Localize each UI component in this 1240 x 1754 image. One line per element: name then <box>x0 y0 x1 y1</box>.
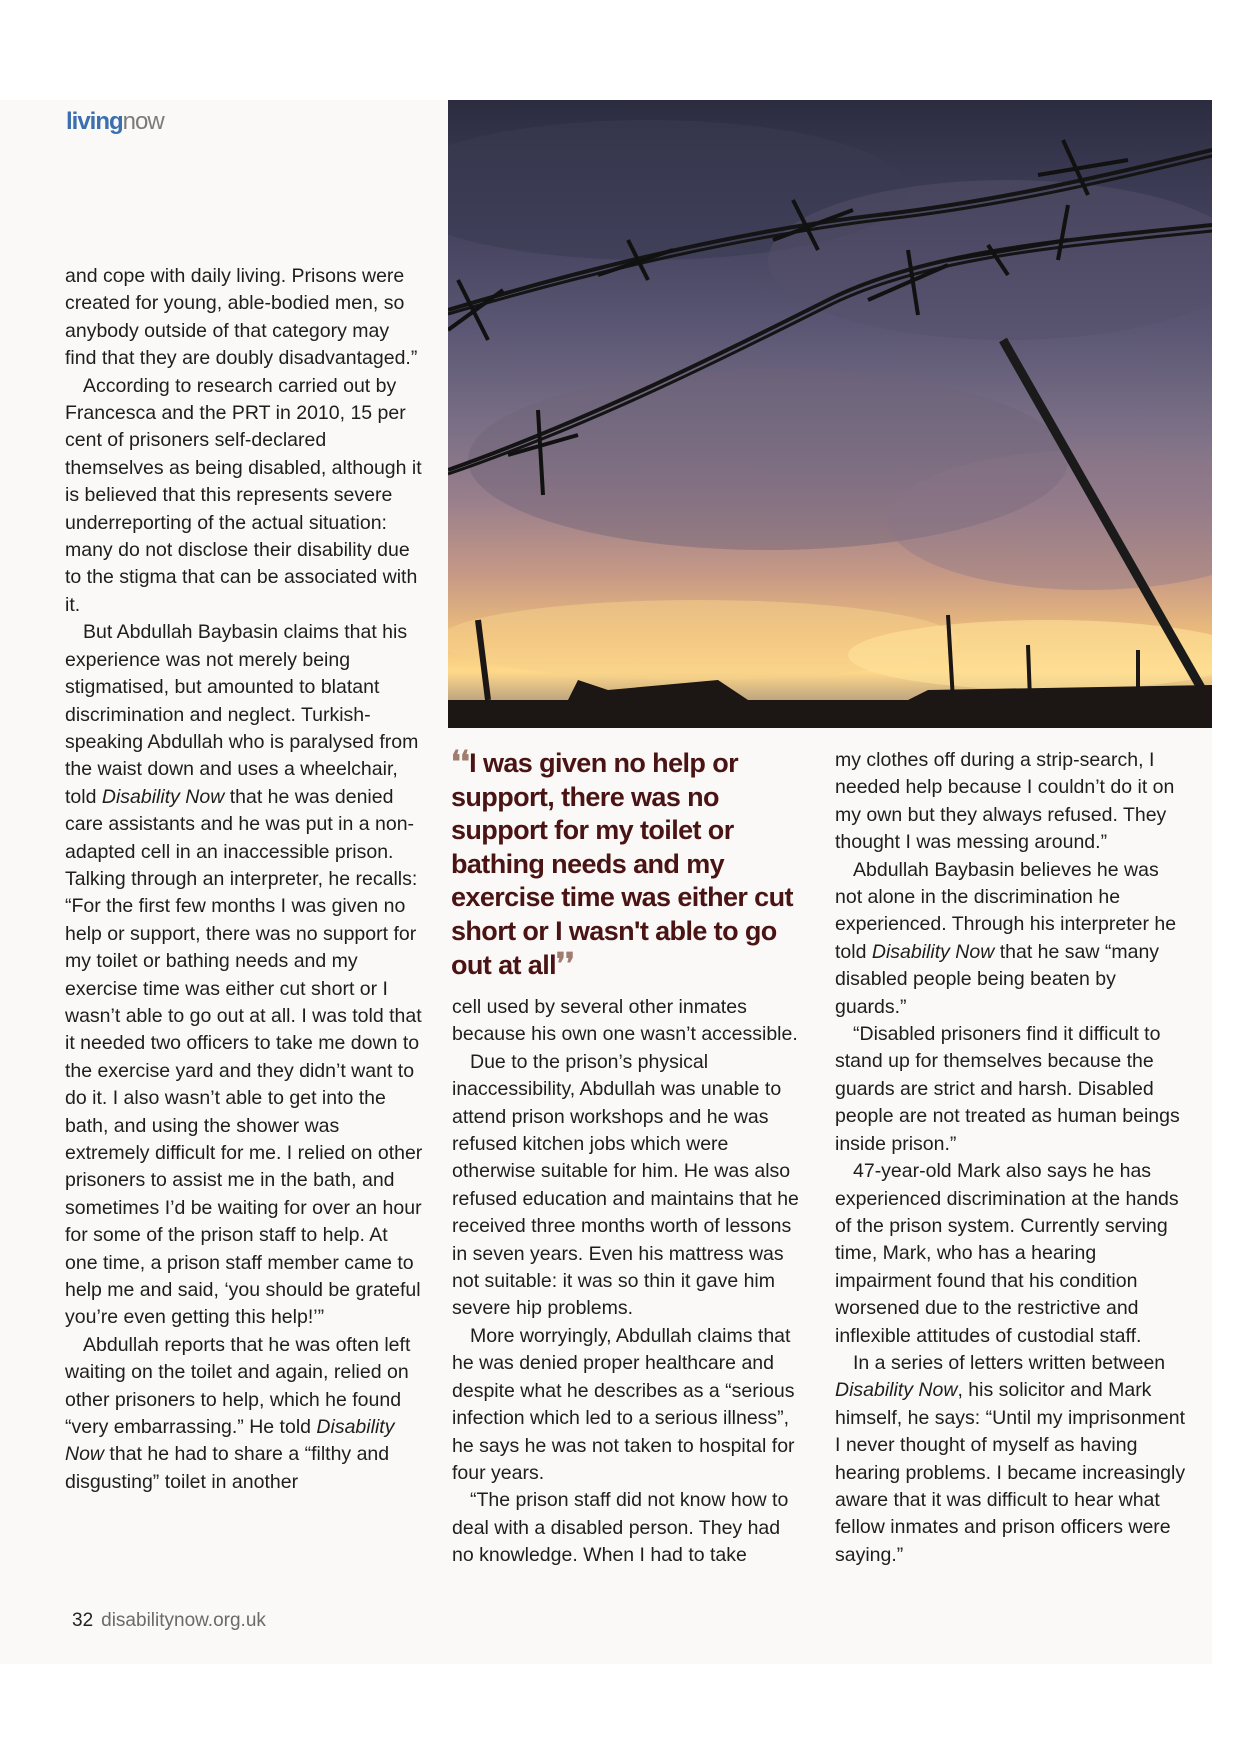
close-quote-icon: ❜❜ <box>556 947 575 982</box>
publication-name: Disability Now <box>835 1379 958 1402</box>
website-url: disabilitynow.org.uk <box>101 1610 266 1631</box>
paragraph-text: that he saw “many disabled people being beaten by guards.” <box>835 940 1160 1018</box>
paragraph: Due to the prison’s physical inaccessibility, Abdullah was unable to attend prison workshops and he was refused kitchen jobs which were otherwise suitable for him. He was also refused education and maintains that he received three months worth of lessons in seven years. Even his mattress was not suitable: it was so thin it gave him severe hip problems. <box>452 1050 799 1320</box>
paragraph: and cope with daily living. Prisons were created for young, able-bodied men, so anybody outside of that category may find that they are doubly disadvantaged.” <box>65 265 418 370</box>
paragraph-text: Abdullah reports that he was often left waiting on the toilet and again, relied on other prisoners to help, which he found “very embarrassing.” He told <box>65 1333 411 1439</box>
article-column-1 <box>65 263 425 1496</box>
section-logo-living: living <box>66 108 123 135</box>
open-quote-icon: ❛❛ <box>451 745 470 780</box>
article-column-3 <box>835 747 1190 1569</box>
paragraph: More worryingly, Abdullah claims that he was denied proper healthcare and despite what he describes as a “serious infection which led to a serious illness”, he says he was not taken to hospital for four years. <box>452 1324 795 1484</box>
page-number: 32 <box>72 1610 94 1631</box>
article-column-2 <box>452 994 807 1570</box>
paragraph: 47-year-old Mark also says he has experienced discrimination at the hands of the prison system. Currently serving time, Mark, who has a hearing impairment found that his condition worsened due to the restrictive and inflexible attitudes of custodial staff. <box>835 1160 1179 1347</box>
paragraph: my clothes off during a strip-search, I needed help because I couldn’t do it on my own but they always refused. They thought I was messing around.” <box>835 749 1175 854</box>
section-logo <box>66 108 164 136</box>
paragraph-text: Abdullah Baybasin believes he was not alone in the discrimination he experienced. Through his interpreter he told <box>835 858 1177 963</box>
paragraph-text: But Abdullah Baybasin claims that his experience was not merely being stigmatised, but amounted to blatant discrimination and neglect. Turkish-speaking Abdullah who is paralysed from the waist down and uses a wheelchair, told <box>65 621 419 808</box>
paragraph: According to research carried out by Francesca and the PRT in 2010, 15 per cent of prisoners self-declared themselves as being disabled, although it is believed that this represents severe underreporting of the actual situation: many do not disclose their disability due to the stigma that can be associated with it. <box>65 374 422 616</box>
paragraph <box>65 1332 425 1496</box>
paragraph: cell used by several other inmates because his own one wasn’t accessible. <box>452 996 798 1046</box>
paragraph: “Disabled prisoners find it difficult to stand up for themselves because the guards are strict and harsh. Disabled people are not treated as human beings inside prison.” <box>835 1023 1180 1155</box>
paragraph-text: , his solicitor and Mark himself, he says: “Until my imprisonment I never thought of myself as having hearing problems. I became increasingly aware that it was difficult to hear what fellow inmates and prison officers were saying.” <box>835 1379 1186 1566</box>
section-logo-now: now <box>122 108 164 135</box>
barbed-wire-photo <box>448 100 1212 728</box>
paragraph-text: that he was denied care assistants and he was put in a non-adapted cell in an inaccessible prison. Talking through an interpreter, he recalls: “For the first few months I was given no help or support, there was no support for my toilet or bathing needs and my exercise time was either cut short or I wasn’t able to go out at all. I was told that it needed two officers to take me down to the exercise yard and they didn’t want to do it. I also wasn’t able to get into the bath, and using the shower was extremely difficult for me. I relied on other prisoners to assist me in the bath, and sometimes I’d be waiting for over an hour for some of the prison staff to help. At one time, a prison staff member came to help me and said, ‘you should be grateful you’re even getting this help!’” <box>65 785 423 1329</box>
page-footer <box>72 1610 266 1632</box>
paragraph <box>65 619 425 1332</box>
publication-name: Disability Now <box>65 1416 395 1466</box>
paragraph: “The prison staff did not know how to deal with a disabled person. They had no knowledge. When I had to take <box>452 1489 789 1567</box>
barbed-wire-sunset-photo-icon <box>448 100 1212 728</box>
paragraph <box>835 1350 1190 1569</box>
pull-quote <box>451 746 811 983</box>
publication-name: Disability Now <box>101 785 225 808</box>
paragraph <box>835 857 1190 1021</box>
publication-name: Disability Now <box>871 940 995 963</box>
pull-quote-text: I was given no help or support, there was no support for my toilet or bathing needs and my exercise time was either cut short or I wasn't able to go out at all <box>451 748 793 980</box>
paragraph-text: that he had to share a “filthy and disgusting” toilet in another <box>65 1443 390 1493</box>
paragraph-text: In a series of letters written between <box>853 1351 1166 1374</box>
